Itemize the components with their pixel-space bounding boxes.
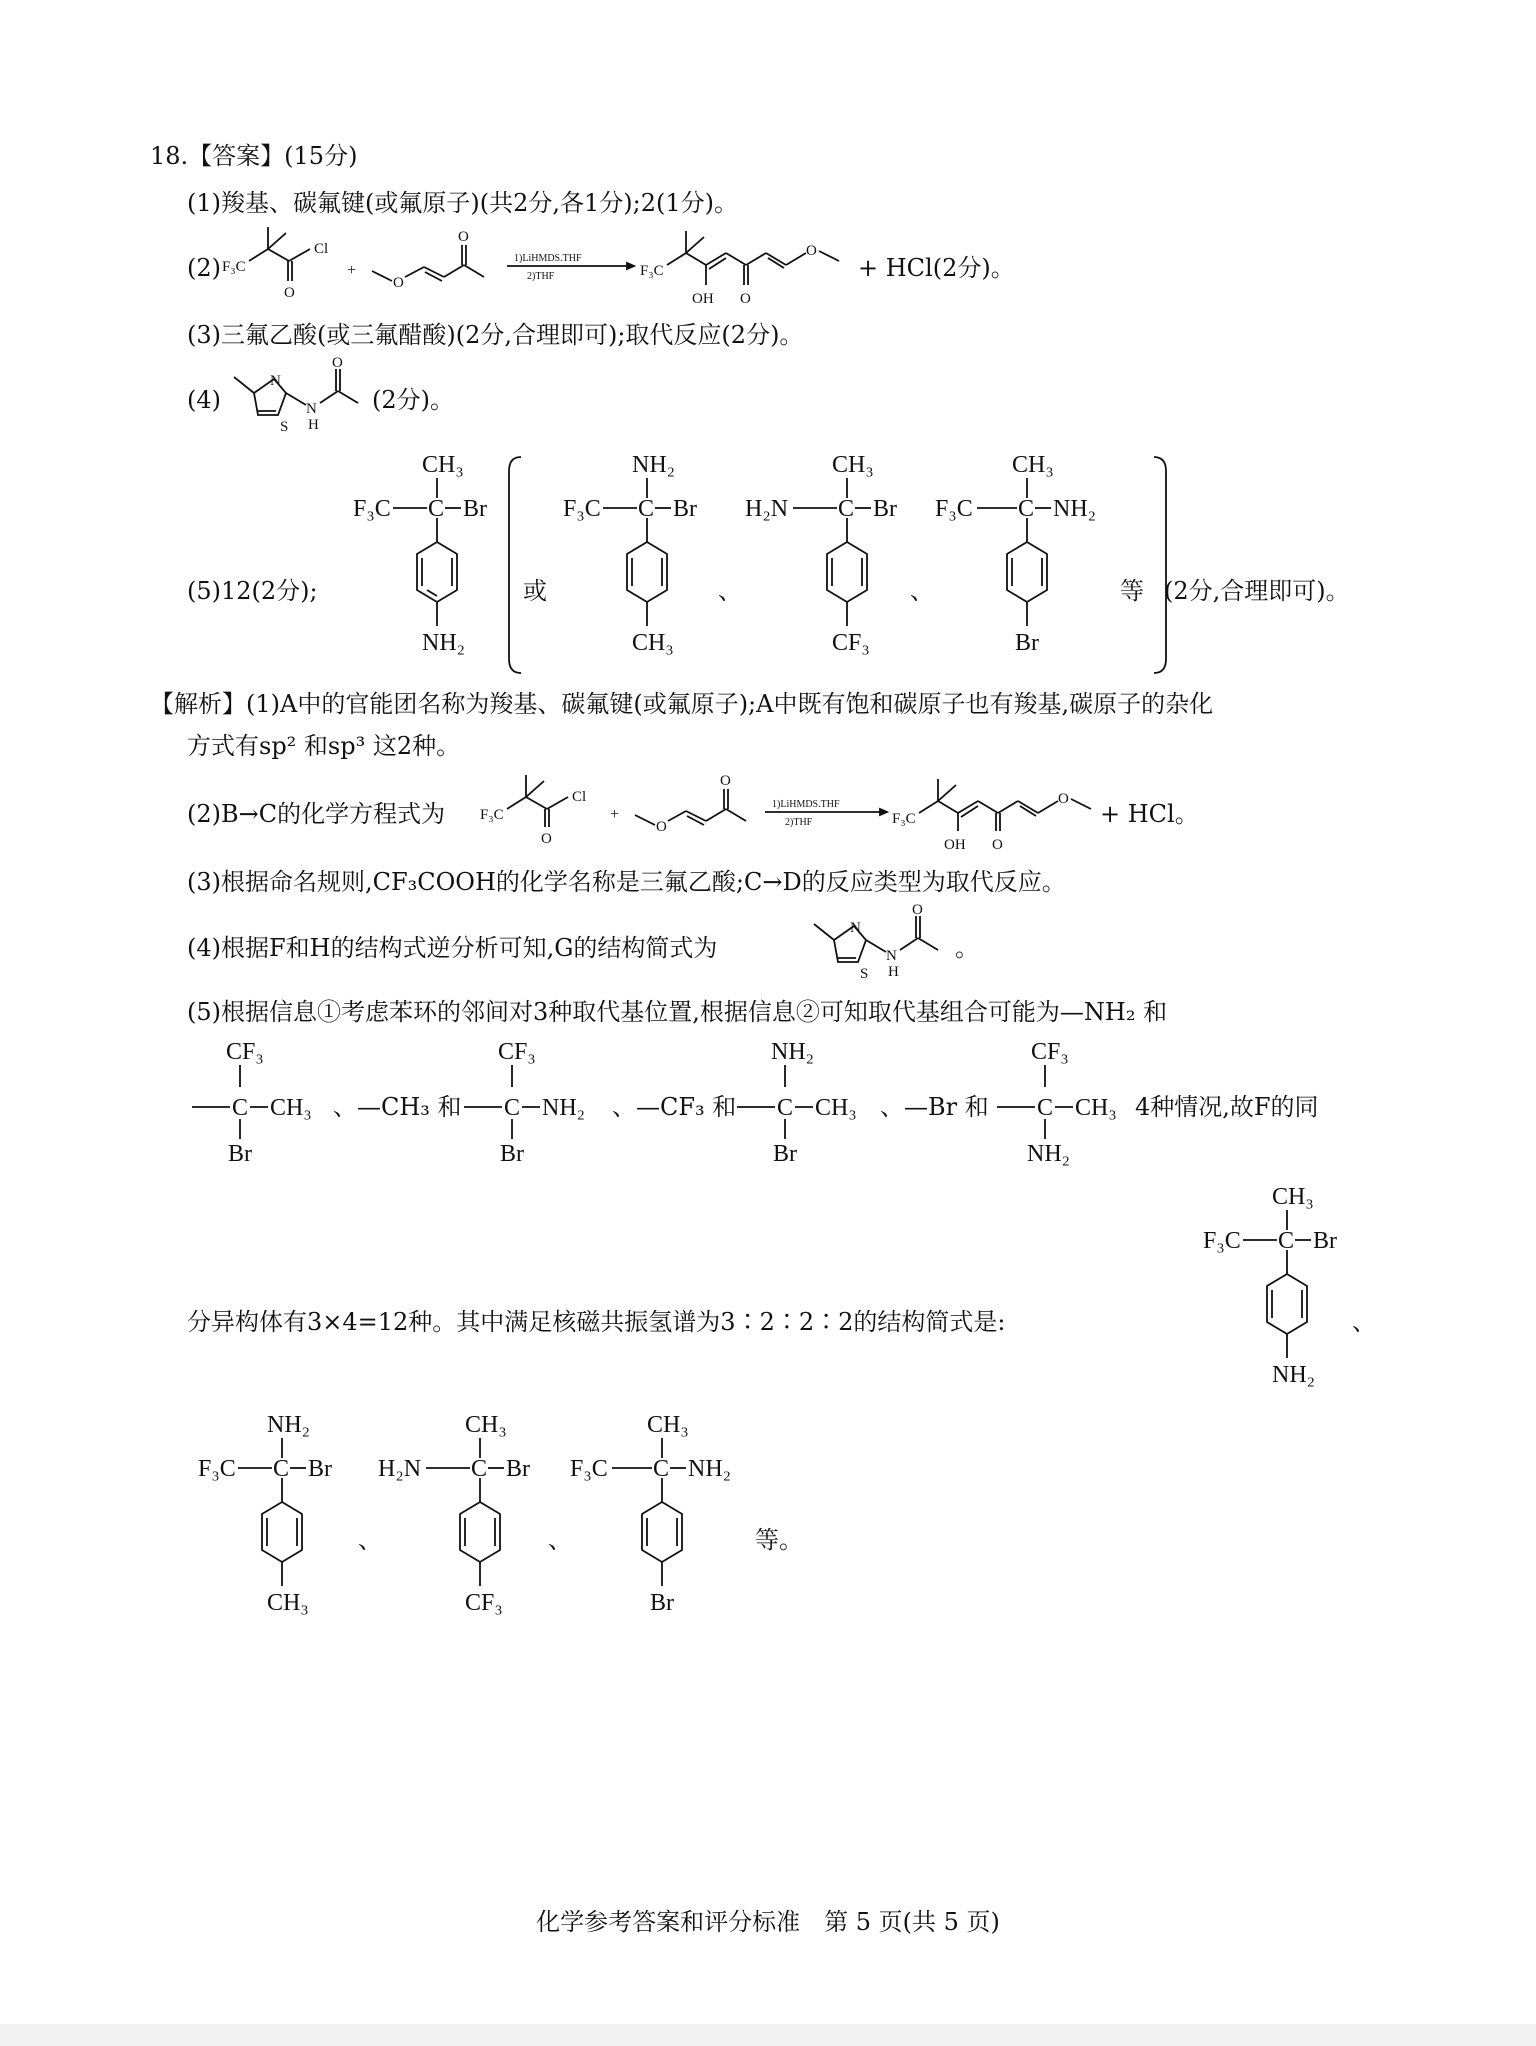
svg-text:C: C — [653, 1456, 670, 1482]
answer-5-alt-structure-3 — [935, 450, 1115, 675]
analysis-5-etc: 等。 — [755, 1526, 803, 1554]
svg-text:C: C — [273, 1456, 290, 1482]
svg-text:N: N — [850, 920, 861, 936]
svg-text:O: O — [458, 229, 469, 245]
svg-text:F₃C: F₃C — [222, 259, 246, 275]
answer-5-etc: 等 — [1120, 577, 1144, 605]
svg-text:CF₃: CF₃ — [1031, 1039, 1069, 1065]
answer-5-alt-structure-1 — [555, 450, 705, 675]
svg-text:Br: Br — [650, 1590, 674, 1616]
svg-text:O: O — [1058, 791, 1069, 807]
substituent-combo-3 — [735, 1035, 885, 1175]
reaction-arrow — [507, 253, 634, 282]
svg-text:C: C — [777, 1095, 794, 1121]
page-footer: 化学参考答案和评分标准 第 5 页(共 5 页) — [536, 1908, 1000, 1936]
answer-2-label: (2) — [187, 254, 221, 282]
svg-text:Br: Br — [673, 496, 697, 522]
answer-5-sep-2: 、 — [910, 577, 934, 605]
svg-text:H₂N: H₂N — [745, 496, 789, 522]
combo-tail: 4种情况,故F的同 — [1135, 1093, 1319, 1121]
analysis-4-tail: 。 — [955, 934, 979, 962]
svg-text:H₂N: H₂N — [378, 1456, 422, 1482]
svg-text:N: N — [886, 948, 897, 964]
answer-4-label: (4) — [187, 386, 221, 414]
acyl-chloride-structure-analysis — [480, 775, 586, 847]
combo-sep-3: 、—Br 和 — [880, 1093, 989, 1121]
svg-text:CF₃: CF₃ — [498, 1039, 536, 1065]
analysis-5-structure-1 — [190, 1410, 340, 1635]
analysis-5-structure-3 — [570, 1410, 750, 1635]
svg-text:Br: Br — [773, 1141, 797, 1167]
svg-text:NH₂: NH₂ — [1272, 1362, 1316, 1388]
answer-3: (3)三氟乙酸(或三氟醋酸)(2分,合理即可);取代反应(2分)。 — [187, 321, 804, 349]
combo-sep-1: 、—CH₃ 和 — [333, 1093, 462, 1121]
svg-text:CH₃: CH₃ — [815, 1095, 857, 1121]
answer-5-or: 或 — [523, 577, 547, 605]
svg-text:O: O — [992, 837, 1003, 853]
analysis-2-label: (2)B→C的化学方程式为 — [187, 800, 446, 828]
left-bracket — [505, 455, 525, 675]
svg-text:O: O — [284, 285, 295, 301]
svg-text:CH₃: CH₃ — [1272, 1184, 1314, 1210]
svg-text:Br: Br — [308, 1456, 332, 1482]
svg-text:Br: Br — [463, 496, 487, 522]
svg-text:NH₂: NH₂ — [542, 1095, 586, 1121]
svg-text:2)THF: 2)THF — [785, 817, 813, 828]
svg-text:1)LiHMDS.THF: 1)LiHMDS.THF — [772, 799, 840, 810]
svg-text:Br: Br — [873, 496, 897, 522]
svg-text:CH₃: CH₃ — [1012, 452, 1054, 478]
analysis-5-structure-2 — [378, 1410, 538, 1635]
svg-text:C: C — [1018, 496, 1035, 522]
svg-text:+: + — [610, 806, 620, 823]
svg-text:NH₂: NH₂ — [1053, 496, 1097, 522]
svg-text:F₃C: F₃C — [353, 496, 391, 522]
svg-text:CH₃: CH₃ — [465, 1412, 507, 1438]
svg-text:F₃C: F₃C — [1203, 1228, 1241, 1254]
svg-text:Cl: Cl — [314, 241, 329, 257]
answer-1: (1)羧基、碳氟键(或氟原子)(共2分,各1分);2(1分)。 — [187, 189, 738, 217]
reaction-scheme-analysis — [480, 765, 1160, 855]
svg-text:NH₂: NH₂ — [771, 1039, 815, 1065]
svg-text:OH: OH — [944, 837, 966, 853]
svg-text:CF₃: CF₃ — [465, 1590, 503, 1616]
answer-5-sep-1: 、 — [718, 577, 742, 605]
svg-text:CH₃: CH₃ — [632, 630, 674, 656]
svg-text:S: S — [280, 419, 289, 435]
svg-text:F₃C: F₃C — [892, 811, 916, 827]
svg-text:C: C — [638, 496, 655, 522]
svg-text:2)THF: 2)THF — [527, 271, 555, 282]
svg-text:O: O — [656, 819, 667, 835]
svg-text:1)LiHMDS.THF: 1)LiHMDS.THF — [514, 253, 582, 264]
substituent-combo-4 — [995, 1035, 1135, 1175]
substituent-combo-1 — [190, 1035, 330, 1175]
svg-text:Cl: Cl — [572, 789, 587, 805]
svg-text:Br: Br — [228, 1141, 252, 1167]
acyl-chloride-structure — [222, 227, 328, 301]
svg-text:O: O — [393, 275, 404, 291]
analysis-2-tail: + HCl。 — [1100, 800, 1199, 828]
svg-text:C: C — [1037, 1095, 1054, 1121]
svg-text:F₃C: F₃C — [480, 807, 504, 823]
svg-text:CH₃: CH₃ — [267, 1590, 309, 1616]
right-bracket — [1150, 455, 1170, 675]
reaction-arrow-analysis — [765, 799, 887, 828]
page-bottom-edge — [0, 2024, 1536, 2046]
diketone-product-structure — [640, 231, 839, 307]
svg-text:CH₃: CH₃ — [422, 452, 464, 478]
svg-text:O: O — [720, 773, 731, 789]
svg-text:NH₂: NH₂ — [688, 1456, 732, 1482]
svg-text:C: C — [504, 1095, 521, 1121]
svg-text:O: O — [541, 831, 552, 847]
svg-text:+: + — [347, 262, 357, 279]
svg-text:O: O — [806, 243, 817, 259]
svg-text:Br: Br — [1015, 630, 1039, 656]
answer-2-tail: + HCl(2分)。 — [858, 254, 1015, 282]
svg-text:C: C — [232, 1095, 249, 1121]
answer-5-label: (5)12(2分); — [187, 577, 318, 605]
analysis-5-sep-a: 、 — [1352, 1308, 1376, 1336]
answer-5-main-structure — [345, 450, 495, 675]
svg-text:NH₂: NH₂ — [422, 630, 466, 656]
diketone-product-structure-analysis — [892, 779, 1091, 853]
analysis-5-sep-c: 、 — [548, 1526, 572, 1554]
svg-text:H: H — [308, 417, 319, 433]
thiazole-acetamide-analysis — [808, 902, 958, 982]
svg-text:F₃C: F₃C — [198, 1456, 236, 1482]
svg-text:NH₂: NH₂ — [267, 1412, 311, 1438]
svg-text:Br: Br — [1313, 1228, 1337, 1254]
svg-text:Br: Br — [506, 1456, 530, 1482]
svg-text:CH₃: CH₃ — [1075, 1095, 1117, 1121]
svg-text:F₃C: F₃C — [570, 1456, 608, 1482]
analysis-5-sep-b: 、 — [358, 1526, 382, 1554]
answer-5-alt-structure-2 — [745, 450, 905, 675]
svg-text:F₃C: F₃C — [640, 263, 664, 279]
analysis-4-prefix: (4)根据F和H的结构式逆分析可知,G的结构简式为 — [187, 934, 718, 962]
svg-text:CF₃: CF₃ — [226, 1039, 264, 1065]
analysis-5-line-3: 分异构体有3×4=12种。其中满足核磁共振氢谱为3∶2∶2∶2的结构简式是: — [187, 1308, 1006, 1336]
svg-text:C: C — [838, 496, 855, 522]
svg-text:CF₃: CF₃ — [832, 630, 870, 656]
svg-text:Br: Br — [500, 1141, 524, 1167]
svg-text:S: S — [860, 966, 869, 982]
analysis-1-line-2: 方式有sp² 和sp³ 这2种。 — [187, 732, 461, 760]
question-heading: 18.【答案】(15分) — [150, 142, 358, 170]
analysis-5-line-1: (5)根据信息①考虑苯环的邻间对3种取代基位置,根据信息②可知取代基组合可能为—NH₂ 和 — [187, 998, 1168, 1026]
answer-4-tail: (2分)。 — [372, 386, 454, 414]
substituent-combo-2 — [462, 1035, 612, 1175]
svg-text:C: C — [428, 496, 445, 522]
svg-text:NH₂: NH₂ — [632, 452, 676, 478]
svg-text:N: N — [270, 373, 281, 389]
svg-text:C: C — [471, 1456, 488, 1482]
analysis-5-structure-main — [1195, 1182, 1345, 1407]
svg-text:OH: OH — [692, 291, 714, 307]
svg-text:F₃C: F₃C — [935, 496, 973, 522]
svg-text:H: H — [888, 964, 899, 980]
analysis-1-line-1: 【解析】(1)A中的官能团名称为羧基、碳氟键(或氟原子);A中既有饱和碳原子也有羧基,碳原子的杂化 — [150, 690, 1214, 718]
svg-text:O: O — [740, 291, 751, 307]
thiazole-acetamide-answer — [228, 355, 378, 435]
methoxy-enone-structure — [372, 229, 484, 291]
svg-text:O: O — [912, 902, 923, 918]
svg-text:CH₃: CH₃ — [647, 1412, 689, 1438]
svg-text:N: N — [306, 401, 317, 417]
svg-text:NH₂: NH₂ — [1027, 1141, 1071, 1167]
methoxy-enone-structure-analysis — [635, 773, 746, 835]
analysis-3: (3)根据命名规则,CF₃COOH的化学名称是三氟乙酸;C→D的反应类型为取代反应。 — [187, 868, 1066, 896]
svg-text:F₃C: F₃C — [563, 496, 601, 522]
svg-text:C: C — [1278, 1228, 1295, 1254]
svg-text:CH₃: CH₃ — [270, 1095, 312, 1121]
answer-5-tail: (2分,合理即可)。 — [1164, 577, 1350, 605]
svg-text:O: O — [332, 355, 343, 371]
combo-sep-2: 、—CF₃ 和 — [612, 1093, 737, 1121]
svg-text:CH₃: CH₃ — [832, 452, 874, 478]
